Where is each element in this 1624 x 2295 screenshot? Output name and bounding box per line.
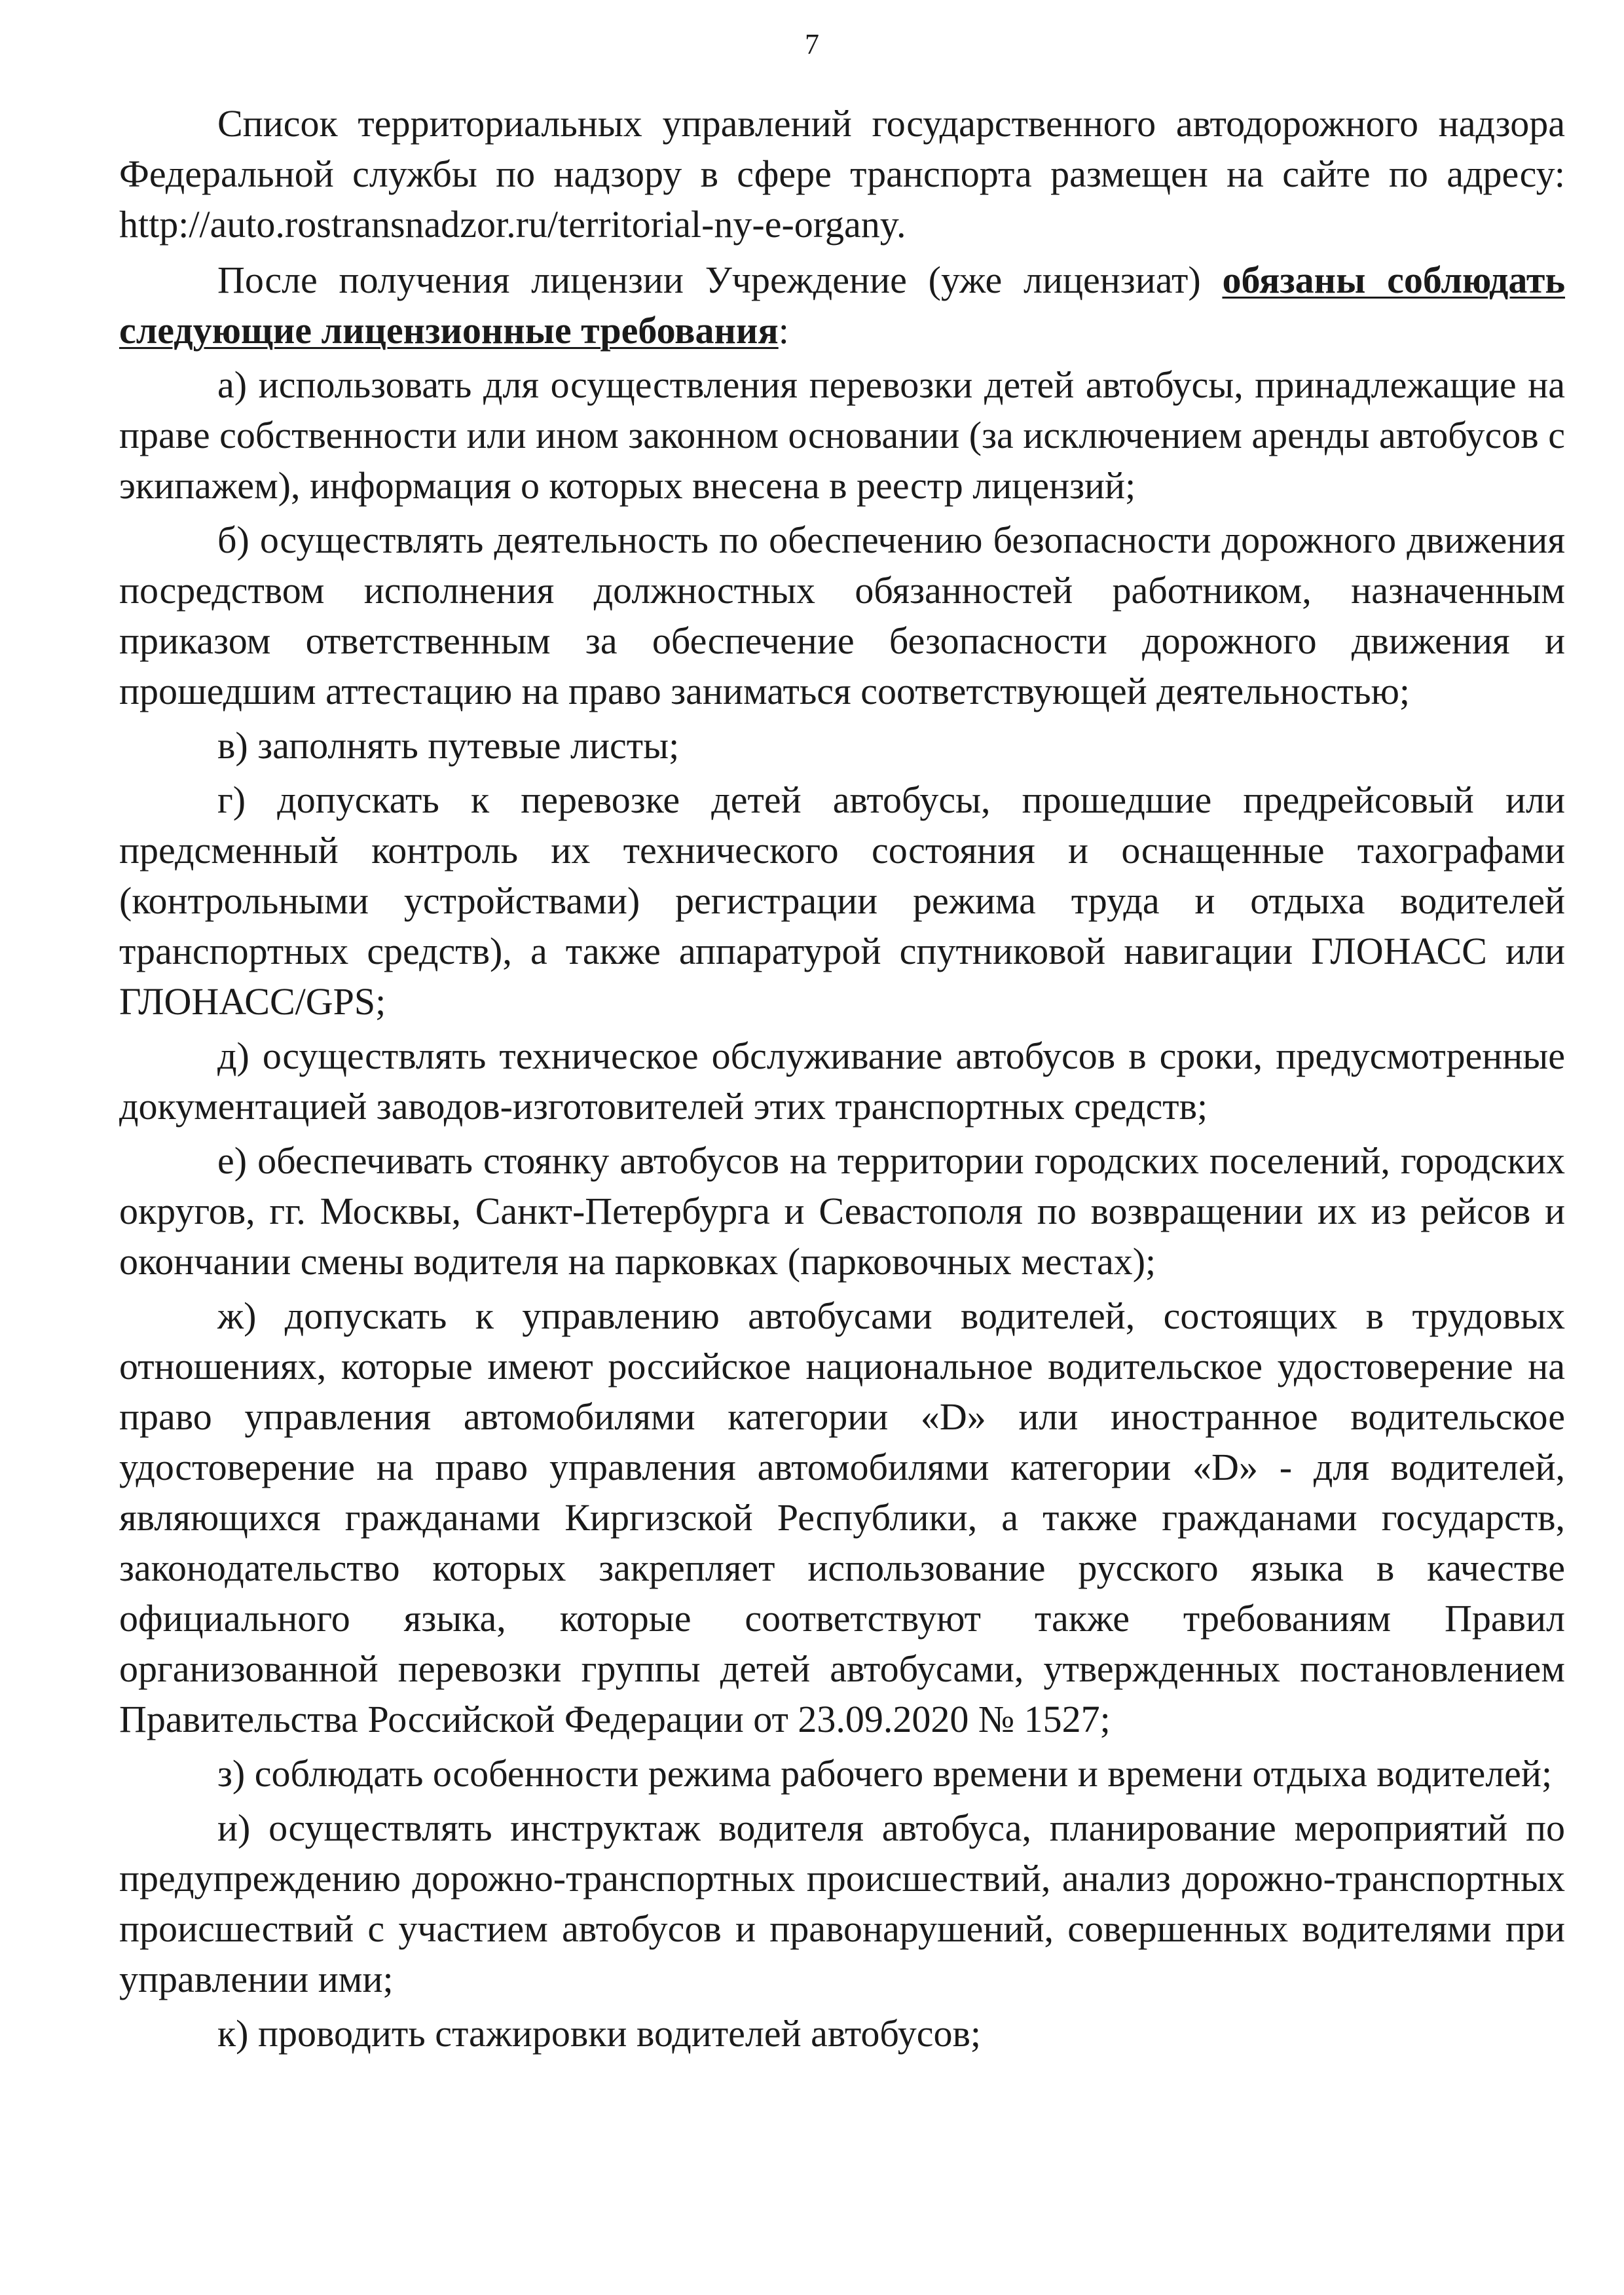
document-body: [119, 98, 1565, 2059]
requirement-item-d: д) осуществлять техническое обслуживание автобусов в сроки, предусмотренные документацией заводов-изготовителей этих транспортных средств;: [119, 1035, 1565, 1128]
requirement-item-v: в) заполнять путевые листы;: [217, 724, 680, 767]
requirement-item-zh: ж) допускать к управлению автобусами водителей, состоящих в трудовых отношениях, которые имеют российское национальное водительское удостоверение на право управления автомобилями категории «D» или иностранное водительское удостоверение на право управления автомобилями категории «D» - для водителей, являющихся гражданами Киргизской Республики, а также гражданами государств, законодательство которых закрепляет использование русского языка в качестве официального языка, которые соответствуют также требованиям Правил организованной перевозки группы детей автобусами, утвержденных постановлением Правительства Российской Федерации от 23.09.2020 № 1527;: [119, 1294, 1565, 1740]
requirement-item-i: и) осуществлять инструктаж водителя автобуса, планирование мероприятий по предупреждению дорожно-транспортных происшествий, анализ дорожно-транспортных происшествий с участием автобусов и правонарушений, совершенных водителями при управлении ими;: [119, 1807, 1565, 2000]
emphasized-requirements-text: обязаны соблюдать следующие лицензионные требования: [119, 259, 1565, 352]
requirement-item-a: а) использовать для осуществления перевозки детей автобусы, принадлежащие на праве собственности или ином законном основании (за исключением аренды автобусов с экипажем), информация о которых внесена в реестр лицензий;: [119, 363, 1565, 507]
paragraph-tail-text: :: [778, 309, 789, 352]
paragraph-territorial-offices: Список территориальных управлений государственного автодорожного надзора Федеральной службы по надзору в сфере транспорта размещен на сайте по адресу: http://auto.rostransnadzor.ru/territorial-ny-e-organy.: [119, 102, 1565, 246]
requirement-item-e: е) обеспечивать стоянку автобусов на территории городских поселений, городских округов, гг. Москвы, Санкт-Петербурга и Севастополя по возвращении их из рейсов и окончании смены водителя на парковках (парковочных местах);: [119, 1139, 1565, 1283]
requirement-item-z: з) соблюдать особенности режима рабочего времени и времени отдыха водителей;: [217, 1752, 1553, 1795]
paragraph-lead-text: После получения лицензии Учреждение (уже лицензиат): [217, 259, 1223, 301]
paragraph-license-requirements: [119, 255, 1565, 356]
requirement-item-g: г) допускать к перевозке детей автобусы, прошедшие предрейсовый или предсменный контроль их технического состояния и оснащенные тахографами (контрольными устройствами) регистрации режима труда и отдыха водителей транспортных средств), а также аппаратурой спутниковой навигации ГЛОНАСС или ГЛОНАСС/GPS;: [119, 779, 1565, 1023]
requirement-item-k: к) проводить стажировки водителей автобусов;: [217, 2012, 981, 2055]
requirement-item-b: б) осуществлять деятельность по обеспечению безопасности дорожного движения посредством исполнения должностных обязанностей работником, назначенным приказом ответственным за обеспечение безопасности дорожного движения и прошедшим аттестацию на право заниматься соответствующей деятельностью;: [119, 519, 1565, 712]
page-number: 7: [805, 28, 819, 60]
